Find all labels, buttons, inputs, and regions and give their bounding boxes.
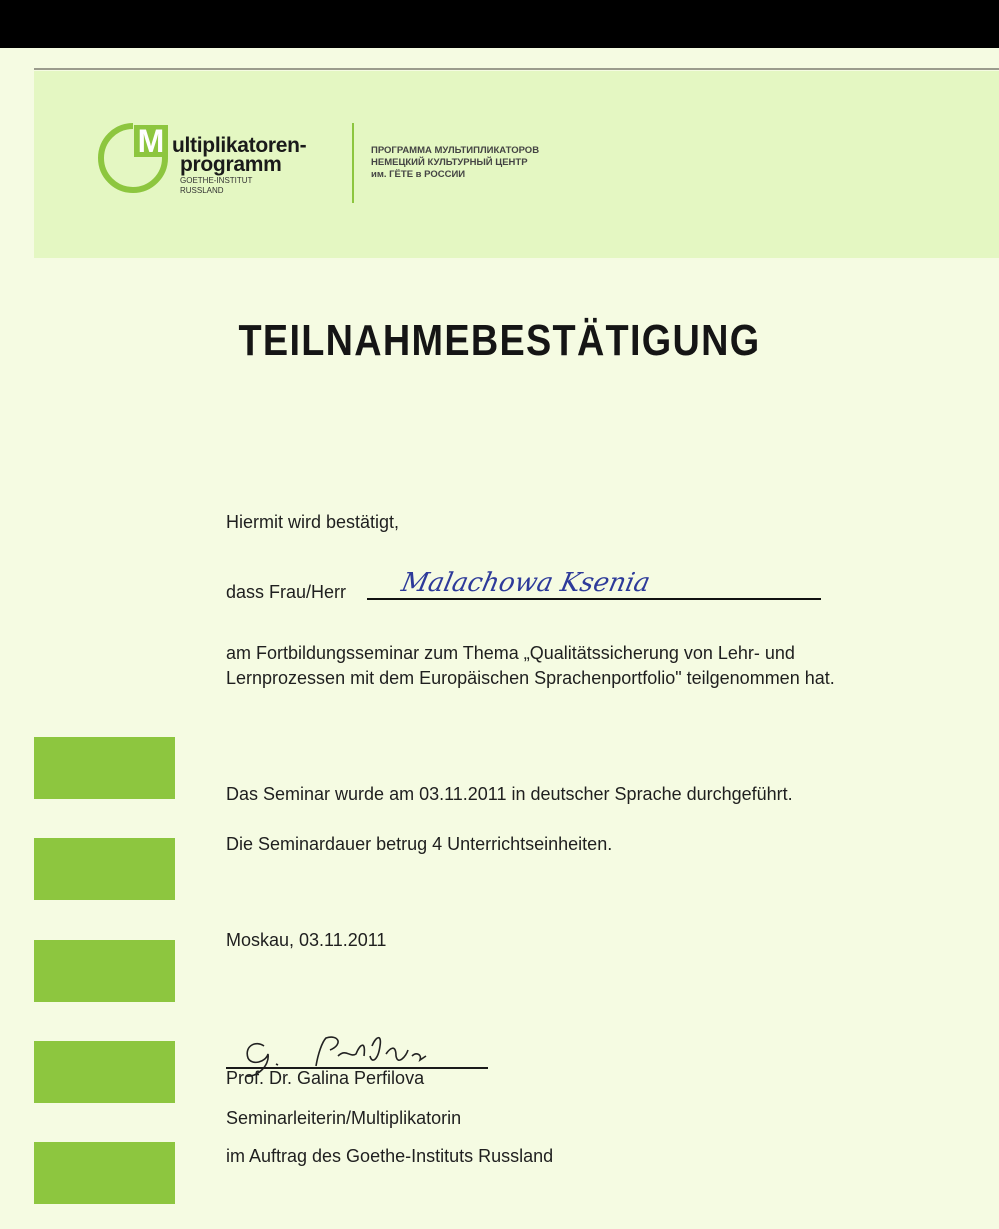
- decorative-green-bar: [34, 1041, 175, 1103]
- decorative-green-bar: [34, 737, 175, 799]
- multiplikatorenprogramm-logo: [98, 123, 358, 253]
- logo-m-block: M: [134, 125, 168, 157]
- seminar-duration-line: Die Seminardauer betrug 4 Unterrichtseinheiten.: [226, 834, 613, 854]
- russian-header-line1: ПРОГРАММА МУЛЬТИПЛИКАТОРОВ: [371, 145, 540, 156]
- top-rule: [34, 68, 999, 70]
- signatory-role: Seminarleiterin/Multiplikatorin: [226, 1108, 462, 1128]
- russian-header: [371, 145, 539, 181]
- place-date: Moskau, 03.11.2011: [226, 930, 387, 950]
- seminar-topic-paragraph: am Fortbildungsseminar zum Thema „Qualitätssicherung von Lehr- und Lernprozessen mit dem Europäischen Sprachenportfolio" teilgenommen hat.: [226, 643, 835, 688]
- russian-header-line3: им. ГЁТЕ в РОССИИ: [371, 169, 466, 180]
- name-label: dass Frau/Herr: [226, 582, 347, 602]
- decorative-green-bar: [34, 1142, 175, 1204]
- logo-divider: [352, 123, 354, 203]
- logo-text-line2: programm: [180, 153, 282, 176]
- certificate-page: [0, 48, 999, 1229]
- logo-subtext-line1: GOETHE-INSTITUT: [180, 176, 253, 185]
- russian-header-line2: НЕМЕЦКИЙ КУЛЬТУРНЫЙ ЦЕНТР: [371, 157, 528, 168]
- signatory-mandate: im Auftrag des Goethe-Instituts Russland: [226, 1146, 554, 1166]
- document-title: TEILNAHMEBESTÄTIGUNG: [238, 316, 761, 365]
- name-underline: [367, 598, 821, 600]
- handwritten-participant-name: Malachowa Ksenia: [398, 568, 653, 598]
- logo-subtext-line2: RUSSLAND: [180, 186, 224, 195]
- intro-text: Hiermit wird bestätigt,: [226, 512, 400, 532]
- logo-text-line1: ultiplikatoren-: [172, 134, 307, 157]
- scan-top-border: [0, 0, 999, 48]
- decorative-green-bar: [34, 940, 175, 1002]
- seminar-date-line: Das Seminar wurde am 03.11.2011 in deutscher Sprache durchgeführt.: [226, 784, 793, 804]
- decorative-green-bar: [34, 838, 175, 900]
- signatory-name: Prof. Dr. Galina Perfilova: [226, 1068, 425, 1088]
